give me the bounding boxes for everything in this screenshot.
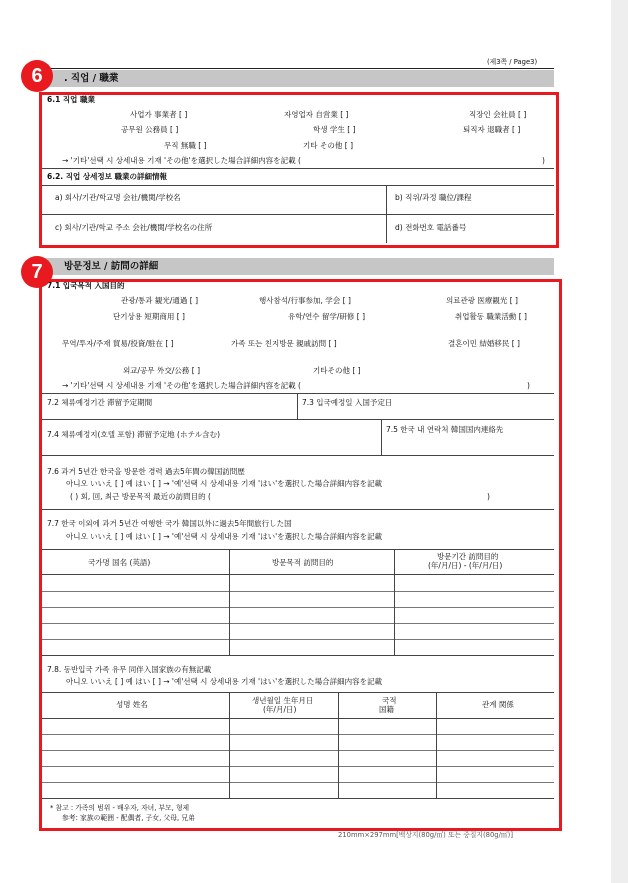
s75-label: 7.5 한국 내 연락처 韓国国内連絡先 [386, 425, 504, 434]
field-a-label: a) 회사/기관/학교명 会社/機関/学校名 [55, 193, 181, 202]
s76-title: 7.6 과거 5년간 한국을 방문한 경력 過去5年間の韓国訪問歴 [47, 467, 245, 476]
s77-col-purpose: 방문목적 訪問目的 [272, 558, 334, 567]
section6-header: . 직업 / 職業 [42, 70, 554, 87]
job-unemployed: 무직 無職 [ ] [164, 141, 207, 150]
purpose-other: 기타その他 [ ] [313, 366, 361, 375]
s76-line2: ( ) 회, 回, 최근 방문목적 最近の訪問目的 ( [70, 492, 211, 501]
purpose-family: 가족 또는 친지방문 親戚訪問 [ ] [231, 339, 337, 348]
page-number: (제3쪽 / Page3) [487, 58, 538, 66]
divider [42, 68, 554, 69]
s78-col-nationality-jp: 国籍 [379, 705, 394, 714]
s72-label: 7.2 체류예정기간 滞留予定期間 [47, 398, 153, 407]
s77-col-period-dates: (年/月/日) - (年/月/日) [428, 561, 503, 570]
section7-note-close: ) [527, 381, 530, 390]
footnote-2: 参考: 家族の範囲 - 配偶者, 子女, 父母, 兄弟 [62, 814, 195, 822]
s78-col-name: 성명 姓名 [116, 700, 148, 709]
purpose-marriage: 결혼이민 結婚移民 [ ] [448, 339, 520, 348]
s76-line2-close: ) [487, 492, 490, 501]
section7-1-title: 7.1 입국목적 入国目的 [47, 281, 125, 290]
s78-col-birth: 생년월일 生年月日 [252, 696, 314, 705]
highlight-box-6 [39, 92, 559, 248]
section6-2-title: 6.2. 직업 상세정보 職業の詳細情報 [47, 172, 167, 181]
purpose-tourism: 관광/통과 観光/通過 [ ] [121, 296, 199, 305]
field-b-label: b) 직위/과정 職位/課程 [395, 193, 472, 202]
purpose-medical: 의료관광 医療観光 [ ] [446, 296, 518, 305]
s77-col-period: 방문기간 訪問目的 [437, 552, 499, 561]
job-selfemployed: 자영업자 自営業 [ ] [284, 110, 349, 119]
badge-7: 7 [21, 256, 53, 288]
highlight-box-7 [39, 279, 562, 831]
field-c-label: c) 회사/기관/학교 주소 会社/機関/学校名の住所 [55, 223, 213, 232]
s77-title: 7.7 한국 이외에 과거 5년간 여행한 국가 韓国以外に過去5年間旅行した国 [47, 519, 292, 528]
job-retired: 퇴직자 退職者 [ ] [463, 125, 521, 134]
purpose-event: 행사참석/行事参加, 学会 [ ] [259, 296, 351, 305]
s76-line1: 아니오 いいえ [ ] 예 はい [ ] → '예'선택 시 상세내용 기재 'はい'を選択した場合詳細内容を記載 [66, 479, 383, 488]
purpose-shortbiz: 단기상용 短期商用 [ ] [113, 312, 185, 321]
paper-spec: 210mm×297mm[백상지(80g/㎡) 또는 중질지(80g/㎡)] [338, 831, 513, 839]
scrollbar[interactable] [611, 0, 628, 883]
section7-header: 방문정보 / 訪問の詳細 [42, 258, 554, 275]
footnote-1: * 참고 : 가족의 범위 - 배우자, 자녀, 부모, 형제 [50, 804, 190, 812]
purpose-study: 유학/연수 留学/研修 [ ] [288, 312, 366, 321]
job-business: 사업가 事業者 [ ] [130, 110, 188, 119]
s78-line1: 아니오 いいえ [ ] 예 はい [ ] → '예'선택 시 상세내용 기재 'はい'を選択した場合詳細内容を記載 [66, 677, 383, 686]
section6-1-title: 6.1 직업 職業 [47, 95, 95, 104]
badge-6: 6 [21, 60, 53, 92]
purpose-diplomacy: 외교/공무 外交/公務 [ ] [123, 366, 201, 375]
purpose-trade: 무역/투자/주재 貿易/投資/駐在 [ ] [62, 339, 174, 348]
job-employee: 직장인 会社員 [ ] [469, 110, 527, 119]
field-d-label: d) 전화번호 電話番号 [395, 223, 467, 232]
s78-col-birth-format: (年/月/日) [263, 705, 297, 714]
section6-note: → '기타'선택 시 상세내용 기재 'その他'を選択した場合詳細内容を記載 ( [62, 156, 301, 165]
s77-col-country: 국가명 国名 (英語) [88, 558, 151, 567]
s78-col-relation: 관계 関係 [482, 700, 514, 709]
purpose-work: 취업활동 職業活動 [ ] [455, 312, 527, 321]
s78-col-nationality: 국적 [382, 696, 397, 705]
s73-label: 7.3 입국예정일 入国予定日 [302, 398, 393, 407]
job-civil: 공무원 公務員 [ ] [121, 125, 179, 134]
section7-note: → '기타'선택 시 상세내용 기재 'その他'を選択した場合詳細内容を記載 ( [62, 381, 301, 390]
job-other: 기타 その他 [ ] [303, 141, 353, 150]
s77-line1: 아니오 いいえ [ ] 예 はい [ ] → '예'선택 시 상세내용 기재 'はい'を選択した場合詳細内容を記載 [66, 532, 383, 541]
s74-label: 7.4 체류예정지(호텔 포함) 滞留予定地 (ホテル含む) [47, 430, 220, 439]
job-student: 학생 学生 [ ] [313, 125, 356, 134]
s78-title: 7.8. 동반입국 가족 유무 同伴入国家族の有無記載 [47, 665, 212, 674]
section6-note-close: ) [542, 156, 545, 165]
